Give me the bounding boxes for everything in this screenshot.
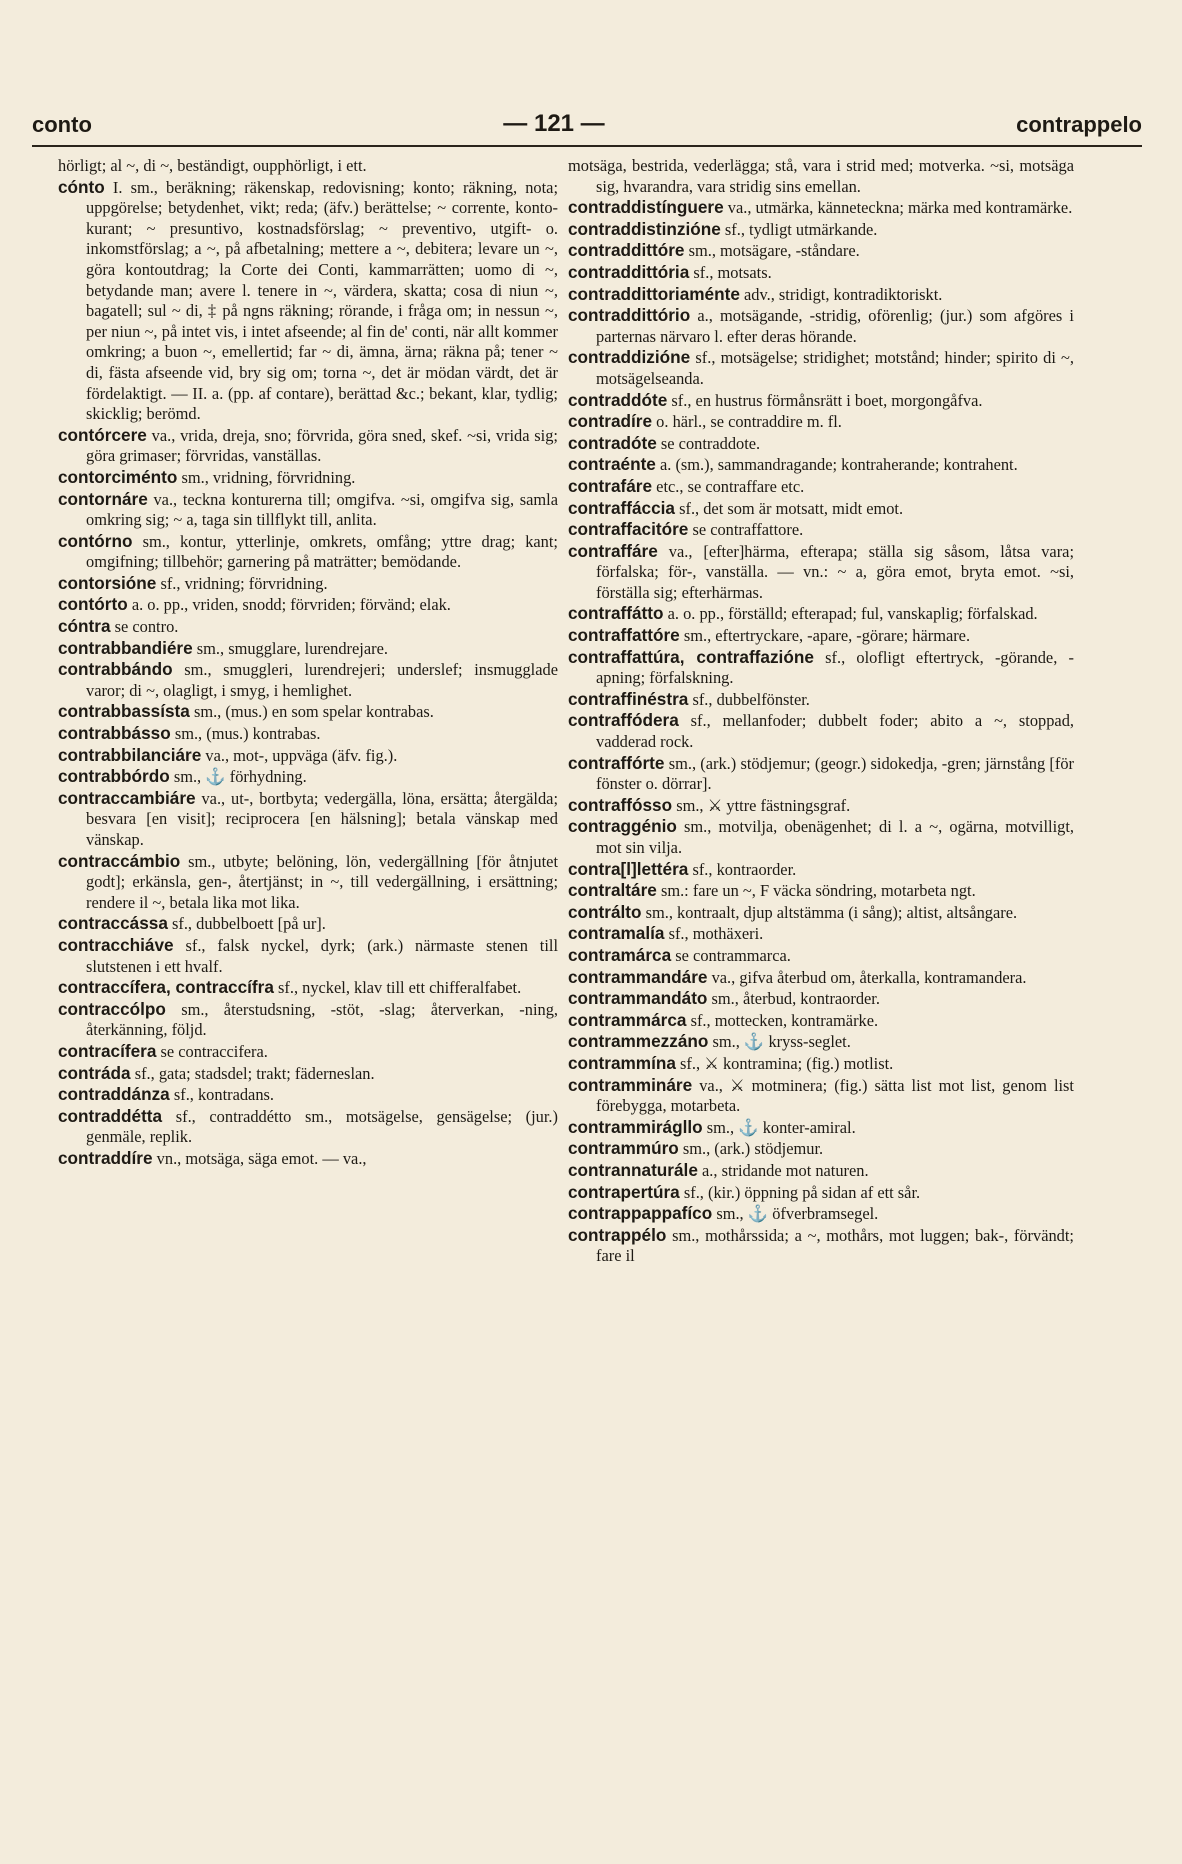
entry-definition: etc., se contraffare etc.	[656, 476, 805, 496]
entry-headword: contramárca	[568, 944, 672, 965]
dictionary-entry	[58, 489, 558, 531]
entry-definition: sf., (kir.) öppning på sidan af ett sår.	[683, 1182, 921, 1202]
dictionary-entry	[568, 433, 1074, 455]
entry-definition: se contraddote.	[660, 433, 761, 453]
header-rule	[32, 145, 1142, 147]
entry-definition: sf., motsats.	[693, 262, 772, 282]
entry-headword: contórno	[58, 530, 133, 551]
entry-definition: adv., stridigt, kontradiktoriskt.	[744, 284, 943, 304]
entry-headword: contra[l]lettéra	[568, 858, 689, 879]
entry-headword: contrannaturále	[568, 1159, 698, 1180]
entry-headword: contrabbándo	[58, 659, 173, 680]
dictionary-entry	[568, 923, 1074, 945]
entry-definition: sf., kontraorder.	[692, 859, 797, 879]
entry-headword: contrabbórdo	[58, 766, 170, 787]
dictionary-entry	[568, 284, 1074, 306]
dictionary-entry	[568, 347, 1074, 389]
entry-headword: contrappappafíco	[568, 1203, 713, 1224]
dictionary-entry	[58, 1084, 558, 1106]
dictionary-entry	[568, 1010, 1074, 1032]
dictionary-entry	[58, 177, 558, 425]
dictionary-entry	[58, 1063, 558, 1085]
entry-definition: sf., dubbelfönster.	[692, 689, 810, 709]
entry-definition: sm., (ark.) stödjemur; (geogr.) sidokedja, -gren; järnstång [för fönster o. dörrar].	[596, 753, 1074, 794]
entry-headword: contraddíre	[58, 1147, 153, 1168]
entry-headword: contrabbásso	[58, 723, 171, 744]
entry-definition: va., utmärka, känneteckna; märka med kontramärke.	[727, 198, 1073, 218]
entry-headword: contraénte	[568, 454, 656, 475]
entry-definition: a. (sm.), sammandragande; kontraherande; kontrahent.	[659, 455, 1018, 475]
entry-headword: contraffáre	[568, 540, 658, 561]
entry-headword: contracchiáve	[58, 934, 174, 955]
dictionary-entry	[568, 710, 1074, 752]
dictionary-entry	[568, 1075, 1074, 1117]
dictionary-entry	[568, 647, 1074, 689]
entry-definition: motsäga, bestrida, vederlägga; stå, vara i strid med; motverka. ~si, motsäga sig, hvarandra, vara stridig sins emellan.	[568, 156, 1074, 196]
entry-definition: se contrammarca.	[675, 945, 791, 965]
dictionary-entry	[568, 967, 1074, 989]
entry-headword: contraddóte	[568, 389, 668, 410]
entry-definition: sm., motvilja, obenägenhet; di l. a ~, ogärna, motvilligt, mot sin vilja.	[596, 817, 1074, 857]
entry-headword: contraffacitóre	[568, 519, 689, 540]
entry-headword: contraffattúra, contraffazióne	[568, 646, 814, 667]
entry-headword: contraddittoriaménte	[568, 283, 740, 304]
entry-definition: sf., vridning; förvridning.	[160, 573, 328, 593]
entry-headword: contraccólpo	[58, 998, 166, 1019]
entry-definition: a., motsägande, -stridig, oförenlig; (jur.) som afgöres i parternas närvaro l. efter deras hörande.	[596, 306, 1074, 346]
dictionary-entry	[58, 766, 558, 788]
dictionary-entry	[568, 902, 1074, 924]
entry-headword: contraffátto	[568, 603, 664, 624]
entry-definition: sf., contraddétto sm., motsägelse, gensägelse; (jur.) genmäle, replik.	[86, 1106, 558, 1147]
entry-definition: sm., smugglare, lurendrejare.	[196, 638, 388, 658]
entry-headword: contórcere	[58, 424, 147, 445]
entry-headword: contrafáre	[568, 475, 653, 496]
dictionary-entry	[58, 977, 558, 999]
dictionary-entry	[568, 859, 1074, 881]
dictionary-entry	[58, 425, 558, 467]
entry-definition: sf., motsägelse; stridighet; motstånd; hinder; spirito di ~, motsägelseanda.	[596, 348, 1074, 388]
entry-headword: contrapertúra	[568, 1181, 680, 1202]
entry-definition: sm., ⚓ öfverbramsegel.	[716, 1204, 879, 1224]
entry-headword: contraddánza	[58, 1084, 170, 1105]
entry-headword: contorciménto	[58, 466, 178, 487]
entry-definition: sf., en hustrus förmånsrätt i boet, morgongåfva.	[671, 390, 983, 410]
entry-definition: sm., (mus.) en som spelar kontrabas.	[193, 702, 434, 722]
dictionary-entry	[568, 945, 1074, 967]
entry-definition: sf., falsk nyckel, dyrk; (ark.) närmaste stenen till slutstenen i ett hvalf.	[86, 935, 558, 976]
dictionary-entry	[568, 454, 1074, 476]
entry-headword: contraffósso	[568, 794, 673, 815]
dictionary-entry	[58, 999, 558, 1041]
dictionary-entry	[58, 935, 558, 977]
dictionary-entry	[58, 1041, 558, 1063]
dictionary-entry	[58, 745, 558, 767]
dictionary-entry	[568, 816, 1074, 858]
entry-definition: sm., ⚓ konter-amiral.	[706, 1117, 856, 1137]
dictionary-entry	[568, 988, 1074, 1010]
entry-headword: contraltáre	[568, 880, 657, 901]
dictionary-entry	[568, 603, 1074, 625]
entry-headword: contrammúro	[568, 1138, 679, 1159]
dictionary-entry	[568, 880, 1074, 902]
entry-headword: contraddistínguere	[568, 197, 724, 218]
dictionary-entry	[568, 1182, 1074, 1204]
entry-headword: contraddétta	[58, 1105, 163, 1126]
dictionary-entry	[568, 1117, 1074, 1139]
dictionary-entry	[568, 498, 1074, 520]
left-column	[58, 156, 558, 1170]
dictionary-entry	[568, 1225, 1074, 1267]
dictionary-entry	[58, 723, 558, 745]
dictionary-entry	[58, 851, 558, 914]
entry-definition: sf., dubbelboett [på ur].	[172, 914, 326, 934]
entry-definition: sm., utbyte; belöning, lön, vedergällning [för åtnjutet godt]; erkänsla, gen-, återtjänst; in ~, till vedergällning, i ersättning; rendere il ~, betala lika mot lika.	[86, 851, 558, 912]
dictionary-entry	[568, 1031, 1074, 1053]
header-left-guideword: conto	[32, 112, 92, 137]
entry-definition: sf., mothäxeri.	[668, 924, 764, 944]
entry-definition: sm., eftertryckare, -apare, -görare; härmare.	[683, 626, 971, 646]
entry-definition: sm., motsägare, -ståndare.	[688, 241, 860, 261]
page-number: — 121 —	[503, 110, 605, 137]
dictionary-entry	[568, 411, 1074, 433]
dictionary-entry	[568, 156, 1074, 197]
dictionary-entry	[568, 240, 1074, 262]
entry-definition: sm., (mus.) kontrabas.	[174, 724, 321, 744]
entry-headword: contrammirágllo	[568, 1116, 703, 1137]
entry-definition: sm., kontur, ytterlinje, omkrets, omfång; yttre drag; kant; omgifning; tillbehör; garnering på maträtter; bemödande.	[86, 531, 558, 572]
entry-headword: contórto	[58, 594, 128, 615]
entry-definition: sf., gata; stadsdel; trakt; fäderneslan.	[134, 1063, 375, 1083]
entry-definition: o. härl., se contraddire m. fl.	[656, 412, 842, 432]
entry-definition: a. o. pp., förställd; efterapad; ful, vanskaplig; förfalskad.	[667, 604, 1038, 624]
entry-definition: va., ⚔ motminera; (fig.) sätta list mot list, genom list förebygga, motarbeta.	[596, 1075, 1074, 1116]
entry-headword: contraffattóre	[568, 625, 680, 646]
entry-definition: sm., ⚓ förhydning.	[173, 767, 307, 787]
entry-definition: sm., ⚓ kryss-seglet.	[712, 1032, 851, 1052]
header-right-guideword: contrappelo	[1016, 112, 1142, 137]
entry-headword: contrabbandiére	[58, 637, 193, 658]
entry-definition: sm., återstudsning, -stöt, -slag; återverkan, -ning, återkänning, följd.	[86, 999, 558, 1040]
entry-headword: contraddittório	[568, 305, 691, 326]
entry-headword: contraccássa	[58, 913, 168, 934]
entry-headword: contraccífera, contraccífra	[58, 977, 274, 998]
dictionary-entry	[58, 1106, 558, 1148]
entry-headword: contraddittóre	[568, 240, 685, 261]
entry-headword: contrálto	[568, 901, 642, 922]
entry-headword: contraccámbio	[58, 850, 181, 871]
dictionary-entry	[568, 625, 1074, 647]
entry-definition: se contraccifera.	[160, 1041, 268, 1061]
entry-definition: va., mot-, uppväga (äfv. fig.).	[205, 745, 398, 765]
entry-headword: contradóte	[568, 432, 657, 453]
entry-definition: sm., (ark.) stödjemur.	[682, 1139, 824, 1159]
entry-definition: sf., det som är motsatt, midt emot.	[679, 498, 904, 518]
entry-headword: contrabbassísta	[58, 701, 190, 722]
dictionary-entry	[58, 467, 558, 489]
entry-headword: contrammezzáno	[568, 1031, 709, 1052]
entry-definition: sf., kontradans.	[173, 1085, 275, 1105]
dictionary-entry	[568, 1138, 1074, 1160]
dictionary-entry	[58, 156, 558, 177]
entry-headword: contrammandáre	[568, 966, 708, 987]
dictionary-entry	[568, 390, 1074, 412]
dictionary-entry	[568, 1160, 1074, 1182]
dictionary-entry	[58, 1148, 558, 1170]
entry-headword: contraccambiáre	[58, 787, 196, 808]
entry-definition: sf., mottecken, kontramärke.	[690, 1010, 879, 1030]
page-header	[32, 108, 1142, 138]
dictionary-entry	[58, 788, 558, 851]
entry-headword: contraddistinzióne	[568, 218, 721, 239]
entry-definition: sm., vridning, förvridning.	[181, 467, 356, 487]
entry-definition: sm., ⚔ yttre fästningsgraf.	[676, 795, 851, 815]
entry-headword: contráda	[58, 1062, 131, 1083]
dictionary-entry	[568, 1053, 1074, 1075]
dictionary-entry	[58, 594, 558, 616]
entry-headword: contornáre	[58, 488, 148, 509]
entry-definition: vn., motsäga, säga emot. — va.,	[156, 1148, 367, 1168]
entry-headword: contraffórte	[568, 752, 665, 773]
dictionary-entry	[58, 531, 558, 573]
dictionary-entry	[568, 753, 1074, 795]
entry-headword: contrammína	[568, 1052, 676, 1073]
entry-definition: sm., mothårssida; a ~, mothårs, mot luggen; bak-, förvändt; fare il	[596, 1225, 1074, 1266]
entry-definition: sm., återbud, kontraorder.	[711, 989, 880, 1009]
dictionary-entry	[568, 519, 1074, 541]
entry-definition: va., gifva återbud om, återkalla, kontramandera.	[711, 967, 1027, 987]
entry-definition: va., teckna konturerna till; omgifva. ~si, omgifva sig, samla omkring sig; ~ a, taga sin tillflykt till, anlita.	[86, 489, 558, 530]
dictionary-entry	[58, 913, 558, 935]
entry-definition: va., [efter]härma, efterapa; ställa sig såsom, låtsa vara; förfalska; för-, vanställa. — vn.: ~ a, göra emot, bryta emot. ~si, förställa sig; efterhärmas.	[596, 541, 1074, 602]
dictionary-entry	[58, 659, 558, 701]
entry-headword: contrammandáto	[568, 988, 708, 1009]
entry-definition: va., vrida, dreja, sno; förvrida, göra sned, skef. ~si, vrida sig; göra grimaser; förvridas, vanställas.	[86, 425, 558, 466]
dictionary-entry	[568, 689, 1074, 711]
entry-headword: contracífera	[58, 1040, 157, 1061]
entry-headword: cónto	[58, 176, 105, 197]
entry-headword: contramalía	[568, 923, 665, 944]
entry-headword: contrammárca	[568, 1009, 687, 1030]
entry-headword: contraddizióne	[568, 347, 691, 368]
entry-definition: I. sm., beräkning; räkenskap, redovisning; konto; räkning, nota; uppgörelse; betydenhet, vikt; reda; (äfv.) berättelse; ~ corrente, konto-kurant; ~ presuntivo, kostnadsförslag; ~ preventivo, utgift- o. inkomstförslag; a ~, på afbetalning; mettere a ~, debitera; levare un ~, göra kontoutdrag; la Corte dei Conti, kammarrätten; uomo di ~, betydande man; avere l. tenere in ~, värdera, skatta; cosa di niun ~, bagatell; sul ~ di, ‡ på ngns räkning; rörande, i fråga om; in nessun ~, per niun ~, på intet vis, i intet afseende; al fin de' conti, när allt kommer omkring; a buon ~, emellertid; far ~ di, ämna, ärna; räkna på; tener ~ di, fästa afseende vid, bry sig om; torna ~, det är mödan värdt, det är fördelaktigt. — II. a. (pp. af contare), berättad &c.; bekant, klar, tydlig; skicklig; berömd.	[86, 177, 558, 424]
entry-definition: sf., ⚔ kontramina; (fig.) motlist.	[680, 1053, 894, 1073]
dictionary-entry	[568, 219, 1074, 241]
dictionary-entry	[568, 197, 1074, 219]
entry-headword: contrappélo	[568, 1224, 667, 1245]
entry-definition: a., stridande mot naturen.	[702, 1160, 869, 1180]
entry-headword: contraffódera	[568, 710, 679, 731]
entry-headword: contradíre	[568, 411, 653, 432]
entry-definition: sm., kontraalt, djup altstämma (i sång); altist, altsångare.	[645, 902, 1018, 922]
entry-definition: sf., tydligt utmärkande.	[724, 219, 878, 239]
entry-definition: sf., mellanfoder; dubbelt foder; abito a ~, stoppad, vadderad rock.	[596, 711, 1074, 752]
entry-definition: sf., olofligt eftertryck, -görande, -apning; förfalskning.	[596, 647, 1074, 688]
entry-headword: contraffinéstra	[568, 688, 689, 709]
entry-definition: se contro.	[114, 617, 179, 637]
dictionary-entry	[58, 573, 558, 595]
dictionary-entry	[568, 476, 1074, 498]
entry-definition: sm., smuggleri, lurendrejeri; underslef; insmugglade varor; di ~, olagligt, i smyg, i hemlighet.	[86, 660, 558, 700]
dictionary-entry	[568, 305, 1074, 347]
dictionary-entry	[58, 701, 558, 723]
entry-headword: contraggénio	[568, 816, 677, 837]
entry-definition: a. o. pp., vriden, snodd; förvriden; förvänd; elak.	[131, 595, 451, 615]
entry-definition: va., ut-, bortbyta; vedergälla, löna, ersätta; återgälda; besvara [en visit]; reciprocera [en hälsning]; betala vänskap med vänskap.	[86, 788, 558, 849]
entry-headword: contraddittória	[568, 261, 690, 282]
entry-headword: contorsióne	[58, 572, 157, 593]
entry-headword: contraffáccia	[568, 497, 675, 518]
dictionary-entry	[58, 616, 558, 638]
entry-definition: se contraffattore.	[692, 520, 804, 540]
entry-headword: contrammináre	[568, 1074, 693, 1095]
entry-definition: hörligt; al ~, di ~, beständigt, oupphörligt, i ett.	[58, 156, 367, 175]
dictionary-entry	[58, 638, 558, 660]
dictionary-entry	[568, 262, 1074, 284]
entry-headword: contrabbilanciáre	[58, 744, 202, 765]
entry-definition: sm.: fare un ~, F väcka söndring, motarbeta ngt.	[660, 881, 976, 901]
right-column	[568, 156, 1074, 1267]
dictionary-entry	[568, 1203, 1074, 1225]
entry-headword: cóntra	[58, 616, 111, 637]
dictionary-entry	[568, 541, 1074, 604]
entry-definition: sf., nyckel, klav till ett chifferalfabet.	[278, 978, 522, 998]
dictionary-entry	[568, 795, 1074, 817]
